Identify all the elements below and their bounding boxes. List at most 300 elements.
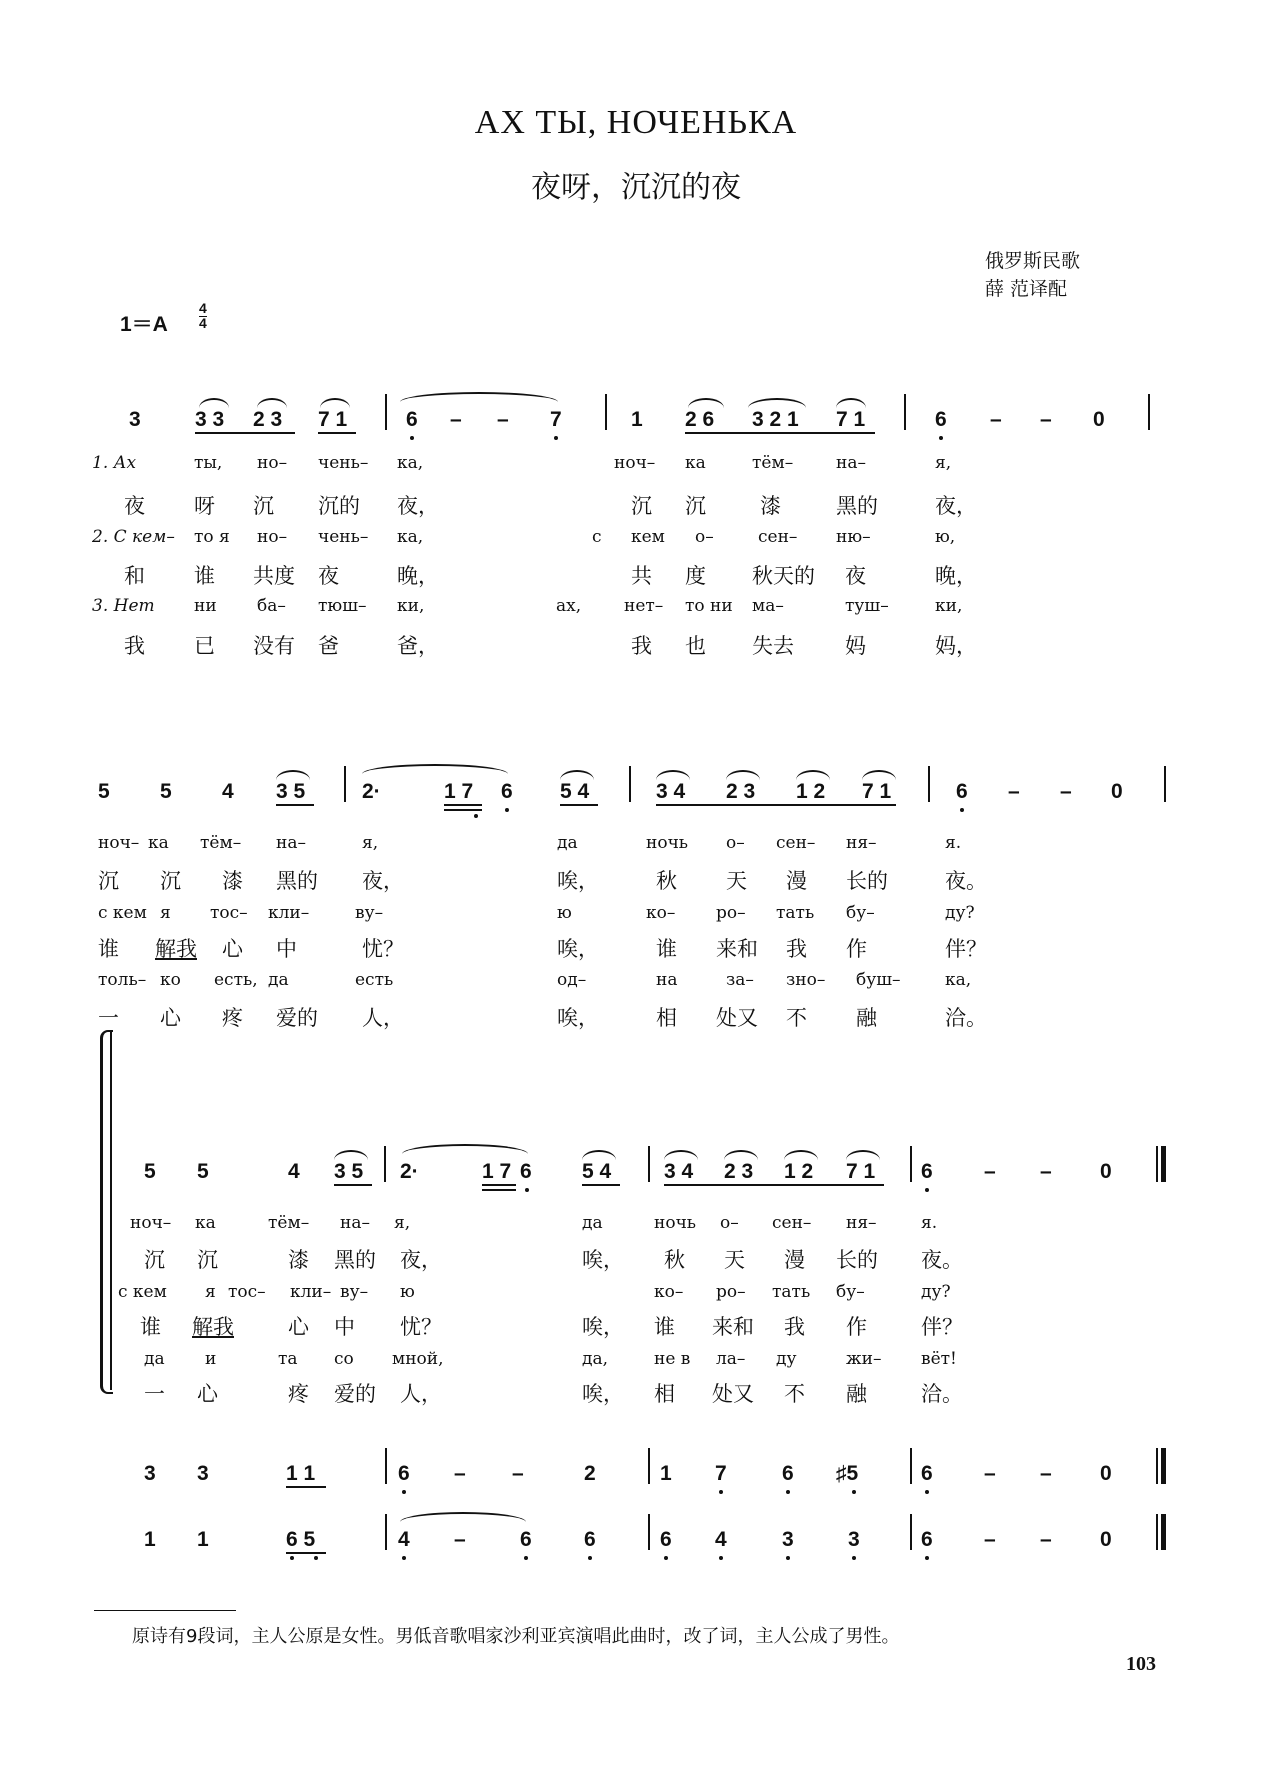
octave-dot xyxy=(524,1556,528,1560)
slur xyxy=(656,770,690,780)
lyric: ночь xyxy=(654,1213,697,1233)
lyric: да xyxy=(582,1213,603,1233)
octave-dot xyxy=(588,1556,592,1560)
lyric: на– xyxy=(836,453,866,473)
lyric-zh: 谁 xyxy=(140,1315,161,1339)
lyric: я. xyxy=(921,1213,938,1233)
lyric-zh: 处又 xyxy=(712,1382,754,1406)
note: 6 xyxy=(921,1462,933,1485)
lyric-zh: 唉， xyxy=(557,869,599,893)
time-signature xyxy=(199,302,207,330)
note: 3 5 xyxy=(334,1160,364,1183)
note: 6 xyxy=(921,1528,933,1551)
note: 1 2 xyxy=(784,1160,814,1183)
lyric-zh: 唉， xyxy=(582,1248,624,1272)
octave-dot xyxy=(664,1556,668,1560)
lyric: мной, xyxy=(392,1349,444,1369)
final-barline xyxy=(1156,1146,1164,1182)
lyric: ня– xyxy=(846,833,877,853)
note: – xyxy=(1040,1528,1052,1551)
slur xyxy=(199,398,229,408)
octave-dot xyxy=(290,1556,294,1560)
lyric: бу– xyxy=(846,903,875,923)
barline xyxy=(928,766,930,802)
note: 6 xyxy=(520,1528,532,1551)
slur xyxy=(688,398,724,408)
lyric-zh: 谁 xyxy=(654,1315,675,1339)
lyric-zh: 沉 xyxy=(685,494,706,518)
lyric-zh: 长的 xyxy=(836,1248,878,1272)
octave-dot xyxy=(719,1556,723,1560)
lyric: та xyxy=(278,1349,298,1369)
lyric-zh: 融 xyxy=(846,1382,867,1406)
barline xyxy=(910,1448,912,1484)
slur xyxy=(836,398,866,408)
barline xyxy=(910,1514,912,1550)
song-title: АХ ТЫ, НОЧЕНЬКА xyxy=(474,104,798,141)
song-subtitle: 夜呀，沉沉的夜 xyxy=(531,170,741,205)
lyric-zh: 共度 xyxy=(253,564,295,588)
octave-dot xyxy=(786,1556,790,1560)
lyric-zh: 度 xyxy=(685,564,706,588)
lyric: толь– xyxy=(98,970,147,990)
lyric-zh: 作 xyxy=(846,1315,867,1339)
note: 7 xyxy=(715,1462,727,1485)
lyric-zh: 忧？ xyxy=(400,1315,442,1339)
lyric-zh: 疼 xyxy=(288,1382,309,1406)
slur xyxy=(724,1150,758,1160)
lyric: но– xyxy=(257,527,288,547)
lyric: кем xyxy=(631,527,665,547)
octave-dot xyxy=(925,1556,929,1560)
lyric: буш– xyxy=(856,970,901,990)
lyric-zh: 妈 xyxy=(845,634,866,658)
lyric-zh: 解我 xyxy=(192,1315,234,1339)
lyric: есть, xyxy=(214,970,258,990)
lyric-zh: 夜 xyxy=(845,564,866,588)
slur xyxy=(320,398,350,408)
lyric: с xyxy=(592,527,602,547)
barline xyxy=(629,766,631,802)
note: 4 xyxy=(288,1160,300,1183)
lyric-zh: 相 xyxy=(656,1006,677,1030)
note: 6 xyxy=(520,1160,532,1183)
barline xyxy=(385,394,387,430)
lyric-zh: 洽。 xyxy=(945,1006,987,1030)
lyric: ноч– xyxy=(614,453,656,473)
beam xyxy=(482,1189,516,1191)
note: 3 4 xyxy=(664,1160,694,1183)
lyric: о– xyxy=(726,833,745,853)
octave-dot xyxy=(786,1490,790,1494)
note: 5 xyxy=(144,1160,156,1183)
note: 2 3 xyxy=(726,780,756,803)
lyric-zh: 没有 xyxy=(253,634,295,658)
lyric: сен– xyxy=(772,1213,812,1233)
lyric-zh: 唉， xyxy=(557,1006,599,1030)
octave-dot xyxy=(925,1490,929,1494)
note: – xyxy=(984,1160,996,1183)
lyric: ду? xyxy=(945,903,975,923)
lyric-zh: 洽。 xyxy=(921,1382,963,1406)
lyric: тём– xyxy=(200,833,242,853)
lyric: ла– xyxy=(716,1349,746,1369)
note: 5 4 xyxy=(560,780,590,803)
lyric: тём– xyxy=(268,1213,310,1233)
lyric: ноч– xyxy=(98,833,140,853)
time-signature-top: 4 xyxy=(199,300,207,316)
lyric-zh: 漫 xyxy=(786,869,807,893)
lyric-zh: 心 xyxy=(197,1382,218,1406)
note: 7 xyxy=(550,408,562,431)
barline xyxy=(385,1448,387,1484)
lyric-zh: 黑的 xyxy=(276,869,318,893)
lyric-zh: 一 xyxy=(98,1006,119,1030)
lyric-zh: 爸， xyxy=(397,634,439,658)
note: 6 xyxy=(584,1528,596,1551)
note: 4 xyxy=(222,780,234,803)
lyric: тать xyxy=(772,1282,811,1302)
lyric-zh: 解我 xyxy=(155,937,197,961)
lyric-zh: 不 xyxy=(786,1006,807,1030)
lyric: ки, xyxy=(397,596,425,616)
note: 2 xyxy=(584,1462,596,1485)
lyric-zh: 黑的 xyxy=(836,494,878,518)
barline xyxy=(344,766,346,802)
lyric: есть xyxy=(355,970,394,990)
note: 1 xyxy=(144,1528,156,1551)
lyric: то ни xyxy=(685,596,733,616)
lyric: ноч– xyxy=(130,1213,172,1233)
barline xyxy=(384,1146,386,1182)
lyric: чень– xyxy=(318,527,369,547)
lyric-zh: 爱的 xyxy=(334,1382,376,1406)
lyric: ко xyxy=(160,970,181,990)
note: 2 3 xyxy=(253,408,283,431)
octave-dot xyxy=(852,1556,856,1560)
lyric-zh: 漆 xyxy=(222,869,243,893)
lyric: 3. Нет xyxy=(92,596,155,616)
lyric: кли– xyxy=(290,1282,332,1302)
note: 1 xyxy=(631,408,643,431)
lyric: ка, xyxy=(945,970,972,990)
note: – xyxy=(984,1462,996,1485)
lyric-zh: 爱的 xyxy=(276,1006,318,1030)
lyric: ка, xyxy=(397,453,424,473)
lyric-zh: 中 xyxy=(276,937,297,961)
lyric: ка, xyxy=(397,527,424,547)
lyric: ву– xyxy=(355,903,384,923)
note: 6 xyxy=(406,408,418,431)
lyric: да xyxy=(144,1349,165,1369)
lyric: со xyxy=(334,1349,354,1369)
lyric-zh: 唉， xyxy=(582,1382,624,1406)
lyric: ро– xyxy=(716,903,746,923)
lyric-zh: 失去 xyxy=(752,634,794,658)
note: – xyxy=(512,1462,524,1485)
key-signature: 1＝A xyxy=(120,313,168,336)
time-signature-bottom: 4 xyxy=(199,315,207,331)
barline xyxy=(648,1146,650,1182)
lyric-zh: 沉 xyxy=(144,1248,165,1272)
lyric-zh: 黑的 xyxy=(334,1248,376,1272)
lyric: ка xyxy=(195,1213,216,1233)
lyric: и xyxy=(205,1349,217,1369)
footnote: 原诗有9段词，主人公原是女性。男低音歌唱家沙利亚宾演唱此曲时，改了词，主人公成了男性。 xyxy=(132,1626,900,1647)
lyric-zh: 人， xyxy=(400,1382,442,1406)
beam xyxy=(276,804,314,806)
lyric: ба– xyxy=(257,596,286,616)
lyric: ро– xyxy=(716,1282,746,1302)
slur xyxy=(664,1150,698,1160)
slur xyxy=(796,770,830,780)
note: 3 xyxy=(848,1528,860,1551)
origin-credit: 俄罗斯民歌 xyxy=(985,250,1081,272)
lyric-zh: 谁 xyxy=(656,937,677,961)
lyric-zh: 伴？ xyxy=(945,937,987,961)
note: – xyxy=(1040,1160,1052,1183)
note: – xyxy=(454,1528,466,1551)
lyric: ду? xyxy=(921,1282,951,1302)
lyric: да xyxy=(268,970,289,990)
page-number: 103 xyxy=(1126,1653,1156,1675)
lyric-zh: 来和 xyxy=(712,1315,754,1339)
lyric-zh: 也 xyxy=(685,634,706,658)
lyric-zh: 相 xyxy=(654,1382,675,1406)
lyric-zh: 夜。 xyxy=(945,869,987,893)
lyric: ни xyxy=(194,596,217,616)
lyric: ню– xyxy=(836,527,871,547)
lyric-zh: 沉的 xyxy=(318,494,360,518)
lyric: ма– xyxy=(752,596,784,616)
note: 1 7 xyxy=(444,780,474,803)
lyric-zh: 伴？ xyxy=(921,1315,963,1339)
lyric-zh: 融 xyxy=(856,1006,877,1030)
lyric: на xyxy=(656,970,678,990)
slur xyxy=(400,1512,526,1522)
lyric-zh: 漆 xyxy=(288,1248,309,1272)
note: 6 xyxy=(782,1462,794,1485)
note: 0 xyxy=(1100,1160,1112,1183)
lyric: я, xyxy=(394,1213,411,1233)
lyric: я. xyxy=(945,833,962,853)
note: 1 1 xyxy=(286,1462,316,1485)
lyric-zh: 秋 xyxy=(656,869,677,893)
lyric: тюш– xyxy=(318,596,367,616)
lyric-zh: 一 xyxy=(144,1382,165,1406)
note: 3 2 1 xyxy=(752,408,799,431)
lyric: я, xyxy=(935,453,952,473)
lyric-zh: 秋天的 xyxy=(752,564,815,588)
lyric-zh: 作 xyxy=(846,937,867,961)
note: 6 5 xyxy=(286,1528,316,1551)
slur xyxy=(846,1150,880,1160)
barline xyxy=(605,394,607,430)
slur xyxy=(582,1150,616,1160)
slur xyxy=(334,1150,368,1160)
lyric-zh: 晚， xyxy=(935,564,977,588)
slur xyxy=(362,764,508,774)
barline xyxy=(1148,394,1150,430)
lyric: жи– xyxy=(846,1349,882,1369)
lyric: с кем xyxy=(118,1282,167,1302)
octave-dot xyxy=(719,1490,723,1494)
note: 3 5 xyxy=(276,780,306,803)
lyric-zh: 沉 xyxy=(98,869,119,893)
note: – xyxy=(1008,780,1020,803)
lyric: туш– xyxy=(845,596,889,616)
lyric: с кем xyxy=(98,903,147,923)
octave-dot xyxy=(960,808,964,812)
lyric-zh: 我 xyxy=(631,634,652,658)
octave-dot xyxy=(925,1188,929,1192)
lyric: ду xyxy=(776,1349,797,1369)
note: 3 4 xyxy=(656,780,686,803)
lyric-zh: 已 xyxy=(194,634,215,658)
lyric: ня– xyxy=(846,1213,877,1233)
note: 3 xyxy=(129,408,141,431)
barline xyxy=(385,1514,387,1550)
lyric: ву– xyxy=(340,1282,369,1302)
lyric: ко– xyxy=(654,1282,684,1302)
note: 7 1 xyxy=(318,408,348,431)
lyric-zh: 呀 xyxy=(194,494,215,518)
lyric: да, xyxy=(582,1349,609,1369)
lyric: ка xyxy=(148,833,169,853)
lyric-zh: 处又 xyxy=(716,1006,758,1030)
beam xyxy=(286,1552,326,1554)
note: 3 xyxy=(144,1462,156,1485)
note: ♯5 xyxy=(836,1462,859,1485)
translator-credit: 薛 范译配 xyxy=(985,278,1068,300)
lyric-zh: 夜 xyxy=(318,564,339,588)
barline xyxy=(648,1514,650,1550)
slur xyxy=(862,770,896,780)
note: 6 xyxy=(660,1528,672,1551)
lyric-zh: 我 xyxy=(124,634,145,658)
lyric: да xyxy=(557,833,578,853)
lyric-zh: 忧？ xyxy=(362,937,404,961)
note: – xyxy=(450,408,462,431)
note: 5 4 xyxy=(582,1160,612,1183)
beam xyxy=(560,804,598,806)
note: – xyxy=(454,1462,466,1485)
lyric: кли– xyxy=(268,903,310,923)
note: 0 xyxy=(1093,408,1105,431)
note: 1 2 xyxy=(796,780,826,803)
note: 4 xyxy=(715,1528,727,1551)
note: 4 xyxy=(398,1528,410,1551)
lyric-zh: 我 xyxy=(786,937,807,961)
lyric: то я xyxy=(194,527,230,547)
lyric-zh: 天 xyxy=(724,1248,745,1272)
lyric: о– xyxy=(720,1213,739,1233)
slur xyxy=(748,398,806,408)
barline xyxy=(648,1448,650,1484)
beam xyxy=(318,432,356,434)
beam xyxy=(482,1184,516,1186)
lyric: ка xyxy=(685,453,706,473)
octave-dot xyxy=(402,1556,406,1560)
beam xyxy=(444,804,482,806)
lyric: тать xyxy=(776,903,815,923)
lyric: ко– xyxy=(646,903,676,923)
beam xyxy=(656,804,896,806)
lyric-zh: 共 xyxy=(631,564,652,588)
lyric: ю xyxy=(557,903,572,923)
lyric-zh: 天 xyxy=(726,869,747,893)
lyric-zh: 漫 xyxy=(784,1248,805,1272)
note: 2 3 xyxy=(724,1160,754,1183)
lyric-zh: 夜。 xyxy=(921,1248,963,1272)
lyric-zh: 唉， xyxy=(582,1315,624,1339)
footnote-rule xyxy=(94,1610,236,1611)
octave-dot xyxy=(474,814,478,818)
note: – xyxy=(1060,780,1072,803)
octave-dot xyxy=(554,436,558,440)
lyric: за– xyxy=(726,970,754,990)
slur xyxy=(560,770,594,780)
octave-dot xyxy=(505,808,509,812)
note: 6 xyxy=(956,780,968,803)
lyric-zh: 沉 xyxy=(197,1248,218,1272)
lyric-zh: 沉 xyxy=(160,869,181,893)
final-barline xyxy=(1156,1448,1164,1484)
lyric: я, xyxy=(362,833,379,853)
note: 6 xyxy=(921,1160,933,1183)
note: 0 xyxy=(1111,780,1123,803)
note: 5 xyxy=(197,1160,209,1183)
lyric-zh: 我 xyxy=(784,1315,805,1339)
lyric-zh: 夜， xyxy=(400,1248,442,1272)
lyric: сен– xyxy=(776,833,816,853)
lyric-zh: 妈， xyxy=(935,634,977,658)
lyric-zh: 唉， xyxy=(557,937,599,961)
note: 0 xyxy=(1100,1462,1112,1485)
slur xyxy=(726,770,760,780)
octave-dot xyxy=(402,1490,406,1494)
slur xyxy=(784,1150,818,1160)
beam xyxy=(444,809,482,811)
lyric-zh: 人， xyxy=(362,1006,404,1030)
lyric-zh: 中 xyxy=(334,1315,355,1339)
note: 7 1 xyxy=(862,780,892,803)
lyric-zh: 来和 xyxy=(716,937,758,961)
lyric-zh: 沉 xyxy=(253,494,274,518)
lyric: о– xyxy=(695,527,714,547)
lyric: вёт! xyxy=(921,1349,957,1369)
final-barline xyxy=(1156,1514,1164,1550)
octave-dot xyxy=(525,1188,529,1192)
lyric: я xyxy=(205,1282,216,1302)
note: 7 1 xyxy=(836,408,866,431)
note: 2· xyxy=(362,780,381,803)
note: 6 xyxy=(501,780,513,803)
octave-dot xyxy=(939,436,943,440)
lyric-zh: 和 xyxy=(124,564,145,588)
lyric: ночь xyxy=(646,833,689,853)
lyric: но– xyxy=(257,453,288,473)
lyric: тос– xyxy=(228,1282,266,1302)
lyric: од– xyxy=(557,970,587,990)
lyric-zh: 爸 xyxy=(318,634,339,658)
lyric: ю, xyxy=(935,527,956,547)
lyric-zh: 长的 xyxy=(846,869,888,893)
lyric: не в xyxy=(654,1349,691,1369)
lyric: бу– xyxy=(836,1282,865,1302)
note: 3 xyxy=(782,1528,794,1551)
beam xyxy=(582,1184,620,1186)
